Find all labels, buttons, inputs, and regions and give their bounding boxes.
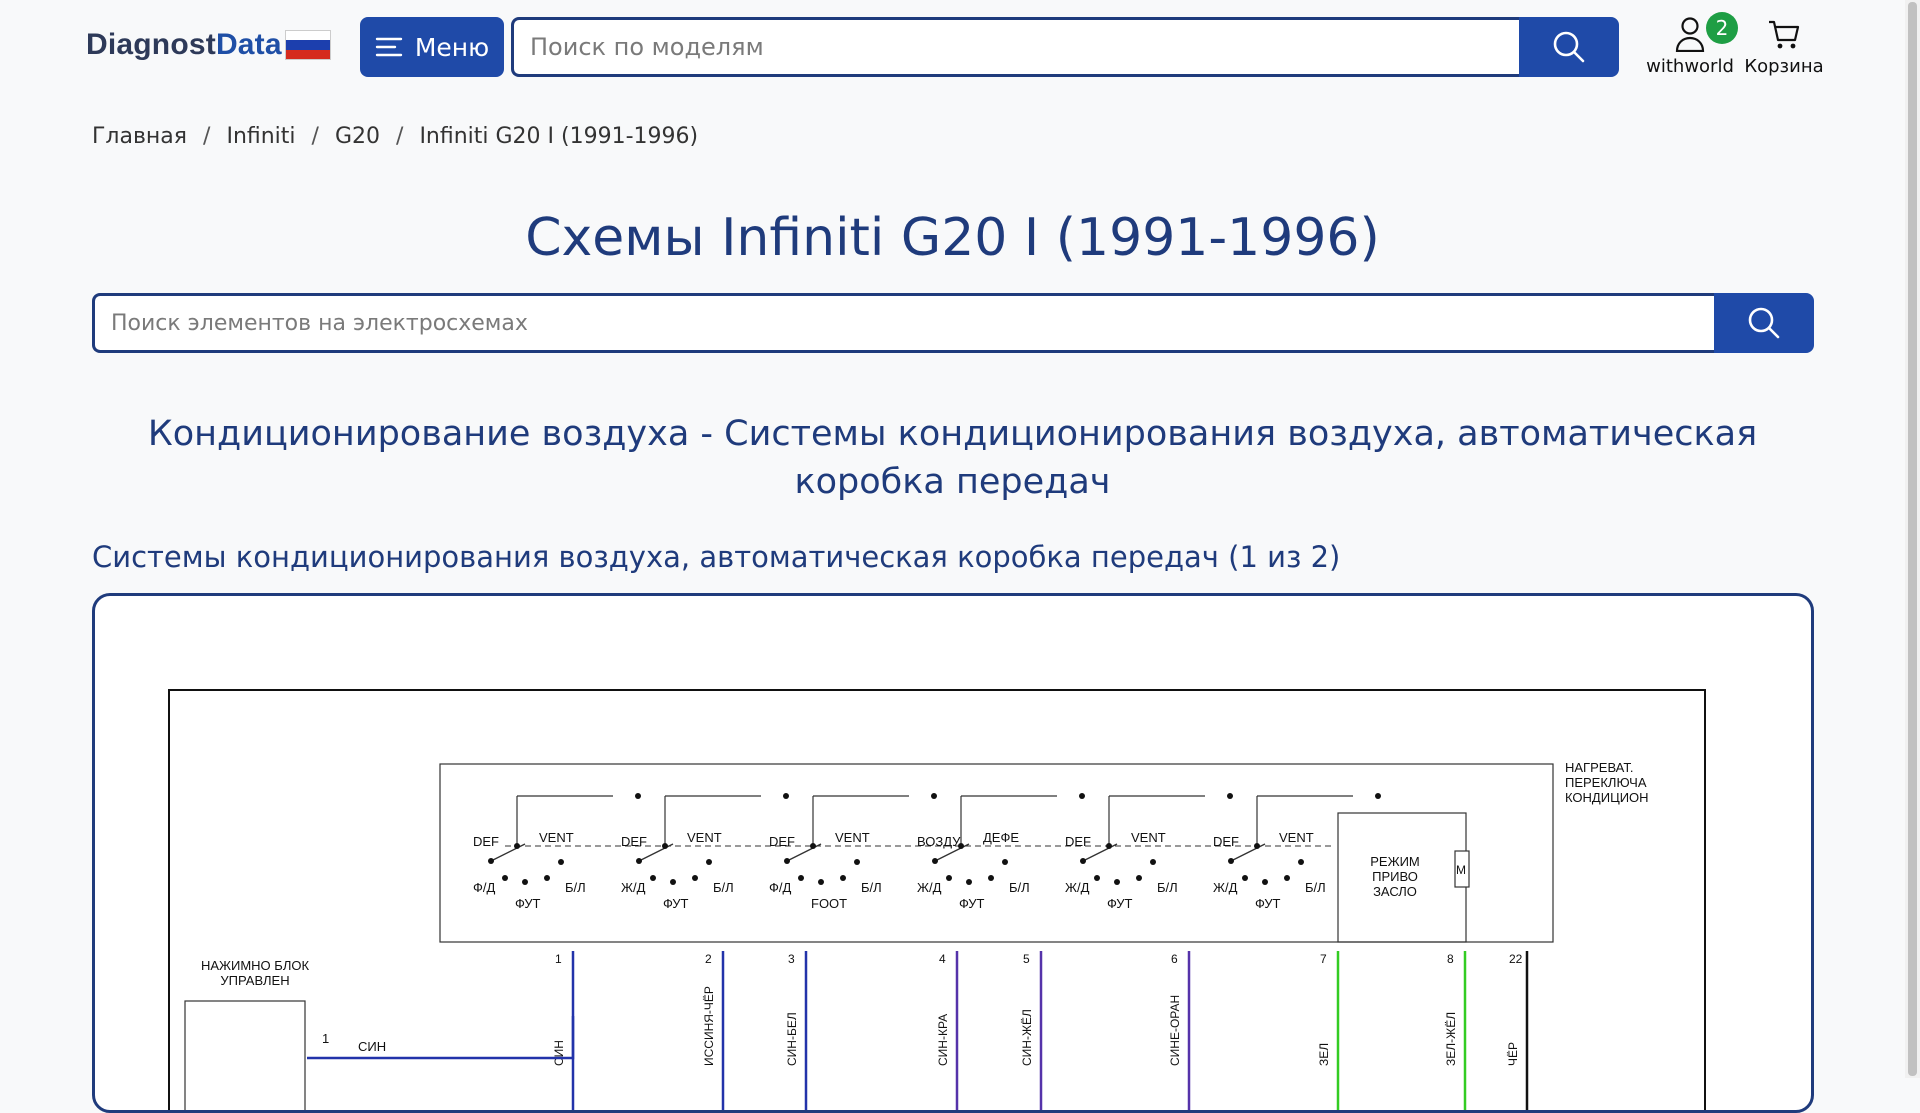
switch-label-bottom-mid: ФУТ xyxy=(515,896,541,911)
model-search-input[interactable] xyxy=(511,17,1519,77)
wire-pin-number: 5 xyxy=(1023,952,1030,966)
wire-color-label: СИН-ЖЁЛ xyxy=(1020,1009,1034,1066)
user-account-button[interactable] xyxy=(1640,12,1740,82)
menu-button-label: Меню xyxy=(414,32,490,62)
scrollbar-thumb[interactable] xyxy=(1908,2,1917,1076)
wire-color-label: ИССИНЯ-ЧЁР xyxy=(702,986,716,1066)
switch-label-top-left: DEF xyxy=(1065,834,1091,849)
user-icon xyxy=(1675,16,1705,52)
wire-pin-number: 1 xyxy=(555,952,562,966)
component-label-line1: НАГРЕВАТ. xyxy=(1565,760,1634,775)
switch-label-top-right: VENT xyxy=(835,830,870,845)
logo-text-part1: Diagnost xyxy=(86,28,216,61)
wire-color-label: СИН-БЕЛ xyxy=(785,1012,799,1066)
switch-label-bottom-left: Ж/Д xyxy=(1213,880,1238,895)
switch-group xyxy=(473,793,641,911)
element-search-input[interactable] xyxy=(92,293,1714,353)
russia-flag-icon xyxy=(285,30,331,60)
switch-label-top-right: VENT xyxy=(687,830,722,845)
wire xyxy=(785,951,806,1113)
switch-label-bottom-left: Ж/Д xyxy=(1065,880,1090,895)
switch-label-bottom-left: Ф/Д xyxy=(769,880,792,895)
wire xyxy=(1020,951,1041,1113)
wire-color-label: СИН-КРА xyxy=(936,1013,950,1066)
switch-group xyxy=(1065,793,1233,911)
switch-label-bottom-left: Ж/Д xyxy=(917,880,942,895)
hamburger-icon xyxy=(375,36,403,58)
cart-label: Корзина xyxy=(1744,56,1824,77)
wiring-diagram xyxy=(95,596,1814,1113)
switch-label-bottom-right: Б/Л xyxy=(713,880,734,895)
breadcrumb-brand[interactable]: Infiniti xyxy=(226,124,296,149)
page-title: Схемы Infiniti G20 I (1991-1996) xyxy=(525,208,1380,268)
search-icon xyxy=(1747,306,1781,340)
control-unit-label-line1: НАЖИМНО БЛОК xyxy=(200,958,310,973)
switch-group xyxy=(769,793,937,911)
diagram-subtitle: Системы кондиционирования воздуха, автоматическая коробка передач (1 из 2) xyxy=(92,540,1341,574)
wiring-diagram-card[interactable] xyxy=(92,593,1814,1113)
switch-label-top-right: VENT xyxy=(1279,830,1314,845)
wire xyxy=(702,951,723,1113)
switch-label-bottom-right: Б/Л xyxy=(861,880,882,895)
switch-label-top-right: VENT xyxy=(539,830,574,845)
switch-label-top-left: DEF xyxy=(621,834,647,849)
control-wire-label: СИН xyxy=(358,1039,387,1054)
actuator-label-line2: ПРИВО xyxy=(1372,869,1418,884)
breadcrumb-model[interactable]: G20 xyxy=(334,124,381,149)
page-scrollbar[interactable] xyxy=(1905,0,1920,1078)
site-logo[interactable] xyxy=(86,28,282,62)
switch-label-bottom-right: Б/Л xyxy=(1009,880,1030,895)
wire-pin-number: 2 xyxy=(705,952,712,966)
switch-label-bottom-right: Б/Л xyxy=(1157,880,1178,895)
switch-label-top-right: VENT xyxy=(1131,830,1166,845)
wire-pin-number: 22 xyxy=(1509,952,1523,966)
control-wire xyxy=(307,1016,573,1058)
wire xyxy=(1444,951,1465,1113)
component-label-line2: ПЕРЕКЛЮЧА xyxy=(1565,775,1647,790)
wire xyxy=(936,951,957,1113)
switch-label-top-right: ДЕФЕ xyxy=(983,830,1020,845)
wire-pin-number: 7 xyxy=(1320,952,1327,966)
switch-label-top-left: DEF xyxy=(1213,834,1239,849)
actuator-label-line3: ЗАСЛО xyxy=(1373,884,1417,899)
breadcrumb xyxy=(92,124,698,149)
component-label-line3: КОНДИЦИОН xyxy=(1565,790,1649,805)
wire-pin-number: 8 xyxy=(1447,952,1454,966)
motor-label: M xyxy=(1456,863,1466,877)
actuator-label-line1: РЕЖИМ xyxy=(1370,854,1420,869)
wire-color-label: ЗЕЛ xyxy=(1317,1042,1331,1066)
breadcrumb-separator: / xyxy=(203,124,211,149)
switch-group xyxy=(917,793,1085,911)
wire xyxy=(1168,951,1189,1113)
cart-icon xyxy=(1767,18,1801,52)
switch-label-bottom-right: Б/Л xyxy=(1305,880,1326,895)
wire xyxy=(1317,951,1338,1113)
switch-label-top-left: DEF xyxy=(769,834,795,849)
switch-group xyxy=(621,793,792,911)
switch-label-bottom-left: Ж/Д xyxy=(621,880,646,895)
logo-text-part2: Data xyxy=(215,28,282,61)
wire-pin-number: 6 xyxy=(1171,952,1178,966)
breadcrumb-separator: / xyxy=(311,124,319,149)
breadcrumb-home[interactable]: Главная xyxy=(92,124,188,149)
switch-label-bottom-mid: ФУТ xyxy=(1107,896,1133,911)
model-search-button[interactable] xyxy=(1519,17,1619,77)
element-search-button[interactable] xyxy=(1714,293,1814,353)
wire-pin-number: 4 xyxy=(939,952,946,966)
breadcrumb-separator: / xyxy=(396,124,404,149)
wire-color-label: СИН xyxy=(552,1040,566,1066)
menu-button[interactable] xyxy=(360,17,504,77)
switch-label-bottom-mid: ФУТ xyxy=(663,896,689,911)
switch-label-bottom-left: Ф/Д xyxy=(473,880,496,895)
wire-pin-number: 3 xyxy=(788,952,795,966)
cart-button[interactable] xyxy=(1744,12,1824,82)
switch-label-bottom-mid: ФУТ xyxy=(1255,896,1281,911)
wire xyxy=(552,951,573,1113)
control-unit-label-line2: УПРАВЛЕН xyxy=(220,973,290,988)
breadcrumb-current: Infiniti G20 I (1991-1996) xyxy=(419,124,699,149)
notification-badge: 2 xyxy=(1706,12,1738,44)
wire-color-label: ЧЁР xyxy=(1506,1041,1520,1066)
switch-label-bottom-mid: FOOT xyxy=(811,896,848,911)
user-name-label: withworld xyxy=(1646,56,1734,77)
switch-label-bottom-right: Б/Л xyxy=(565,880,586,895)
switch-group xyxy=(1213,793,1381,911)
wire xyxy=(1506,951,1527,1113)
switch-label-top-left: ВОЗДУ xyxy=(917,834,961,849)
switch-label-bottom-mid: ФУТ xyxy=(959,896,985,911)
search-icon xyxy=(1552,30,1586,64)
wire-color-label: СИНЕ-ОРАН xyxy=(1168,994,1182,1066)
switch-label-top-left: DEF xyxy=(473,834,499,849)
site-header xyxy=(0,0,1905,96)
control-unit-pin: 1 xyxy=(322,1031,330,1046)
section-title: Кондиционирование воздуха - Системы кондиционирования воздуха, автоматическая коробка передач xyxy=(147,414,1758,502)
wire-color-label: ЗЕЛ-ЖЁЛ xyxy=(1444,1011,1458,1066)
